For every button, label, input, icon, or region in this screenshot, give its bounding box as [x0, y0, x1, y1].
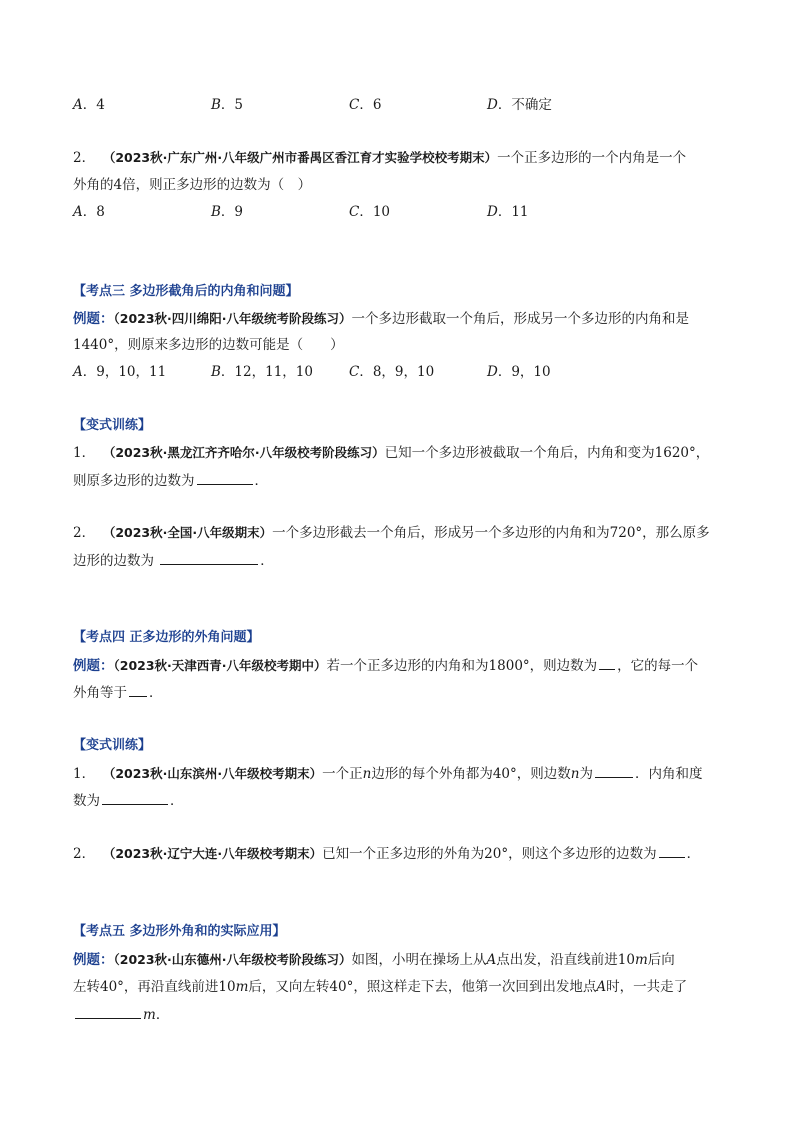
- variable-n: n: [362, 766, 372, 782]
- training3-q1-line1: [73, 443, 709, 463]
- question-source: （2023秋·辽宁大连·八年级校考期末）: [109, 846, 323, 861]
- answer-blank[interactable]: [595, 763, 633, 778]
- training3-q2-line2: [73, 550, 274, 571]
- example-label: 例题：: [73, 311, 114, 327]
- question-text: 边形的每个外角都为40°，则边数: [371, 766, 571, 782]
- question-text: 外角等于: [73, 685, 127, 701]
- example3-line1: [73, 309, 689, 329]
- question-text: 数为: [73, 793, 100, 809]
- variable-m: m: [143, 1007, 156, 1023]
- period: ．: [149, 685, 163, 701]
- question-text: 已知一个正多边形的外角为20°，则这个多边形的边数为: [322, 846, 657, 862]
- option-b: B．5: [211, 97, 244, 113]
- question-text: ．内角和度: [634, 766, 703, 782]
- variable-m: m: [634, 952, 648, 968]
- training3-q1-line2: [73, 470, 268, 491]
- question-text: 则原多边形的边数为: [73, 473, 195, 489]
- question-source: （2023秋·山东德州·八年级校考阶段练习）: [113, 952, 352, 967]
- question-source: （2023秋·广东广州·八年级广州市番禺区香江育才实验学校校考期末）: [109, 150, 498, 165]
- option-d: D．9，10: [487, 364, 551, 380]
- training4-q2-line1: [73, 843, 700, 864]
- question-text: 一个多边形截取一个角后，形成另一个多边形的内角和是: [351, 311, 690, 327]
- period: ．: [170, 793, 184, 809]
- option-b: B．9: [211, 204, 244, 220]
- question-text: 一个正多边形的一个内角是一个: [497, 150, 687, 166]
- training-header: 【变式训练】: [73, 738, 152, 753]
- example3-line2: 1440°，则原来多边形的边数可能是（ ）: [73, 337, 344, 353]
- section-header: 【考点四 正多边形的外角问题】: [73, 630, 260, 645]
- question-text: 时，一共走了: [606, 979, 688, 995]
- variable-m: m: [235, 979, 249, 995]
- question-text: 为: [579, 766, 593, 782]
- variable-a: A: [486, 952, 497, 968]
- question-number: 2．: [73, 846, 96, 862]
- question-text: 左转40°，再沿直线前进10: [73, 979, 236, 995]
- answer-blank[interactable]: [102, 790, 168, 805]
- option-d: D．11: [487, 204, 529, 220]
- question-text: 一个多边形截去一个角后，形成另一个多边形的内角和为720°，那么原多: [272, 525, 710, 541]
- question-text: 后向: [647, 952, 675, 968]
- option-c: C．8，9，10: [349, 364, 435, 380]
- variable-a: A: [596, 979, 607, 995]
- period: ．: [686, 846, 701, 862]
- question-source: （2023秋·四川绵阳·八年级统考阶段练习）: [113, 311, 352, 326]
- question-source: （2023秋·山东滨州·八年级校考期末）: [109, 766, 323, 781]
- training4-q1-line1: [73, 763, 702, 784]
- question-number: 2．: [73, 150, 96, 166]
- question-text: 点出发，沿直线前进10: [496, 952, 635, 968]
- training-header: 【变式训练】: [73, 418, 152, 433]
- option-d: D．不确定: [487, 97, 552, 113]
- answer-blank[interactable]: [75, 1004, 141, 1019]
- example4-line1: [73, 655, 698, 676]
- question-text: 若一个正多边形的内角和为1800°，则边数为: [326, 658, 598, 674]
- question-number: 1．: [73, 766, 96, 782]
- answer-blank[interactable]: [160, 550, 258, 565]
- question-text: 一个正: [322, 766, 363, 782]
- question-source: （2023秋·全国·八年级期末）: [109, 525, 273, 540]
- training4-q1-line2: [73, 790, 184, 811]
- answer-blank[interactable]: [659, 843, 685, 858]
- variable-n: n: [570, 766, 580, 782]
- example-label: 例题：: [73, 952, 114, 968]
- answer-blank[interactable]: [599, 655, 615, 670]
- example-label: 例题：: [73, 658, 114, 674]
- training3-q2-line1: [73, 523, 710, 543]
- period: ．: [260, 553, 274, 569]
- option-a: A．8: [73, 204, 105, 220]
- q2-line2: 外角的4倍，则正多边形的边数为（ ）: [73, 177, 312, 193]
- question-source: （2023秋·黑龙江齐齐哈尔·八年级校考阶段练习）: [109, 445, 385, 460]
- answer-blank[interactable]: [197, 470, 253, 485]
- question-text: 已知一个多边形被截取一个角后，内角和变为1620°，: [384, 445, 710, 461]
- example5-line3: [73, 1004, 169, 1025]
- question-text: ，它的每一个: [617, 658, 699, 674]
- option-a: A．9，10，11: [73, 364, 167, 380]
- example5-line1: [73, 950, 675, 970]
- example4-line2: [73, 682, 163, 703]
- option-c: C．6: [349, 97, 382, 113]
- period: ．: [254, 473, 268, 489]
- example5-line2: [73, 977, 687, 997]
- period: ．: [155, 1007, 170, 1023]
- question-number: 1．: [73, 445, 96, 461]
- question-number: 2．: [73, 525, 96, 541]
- question-source: （2023秋·天津西青·八年级校考期中）: [113, 658, 327, 673]
- question-text: 如图，小明在操场上从: [351, 952, 487, 968]
- option-c: C．10: [349, 204, 391, 220]
- section-header: 【考点五 多边形外角和的实际应用】: [73, 924, 286, 939]
- option-a: A．4: [73, 97, 105, 113]
- q2-line1: [73, 148, 686, 168]
- question-text: 后，又向左转40°，照这样走下去，他第一次回到出发地点: [248, 979, 597, 995]
- question-text: 边形的边数为: [73, 553, 154, 569]
- answer-blank[interactable]: [129, 682, 147, 697]
- option-b: B．12，11，10: [211, 364, 313, 380]
- section-header: 【考点三 多边形截角后的内角和问题】: [73, 284, 299, 299]
